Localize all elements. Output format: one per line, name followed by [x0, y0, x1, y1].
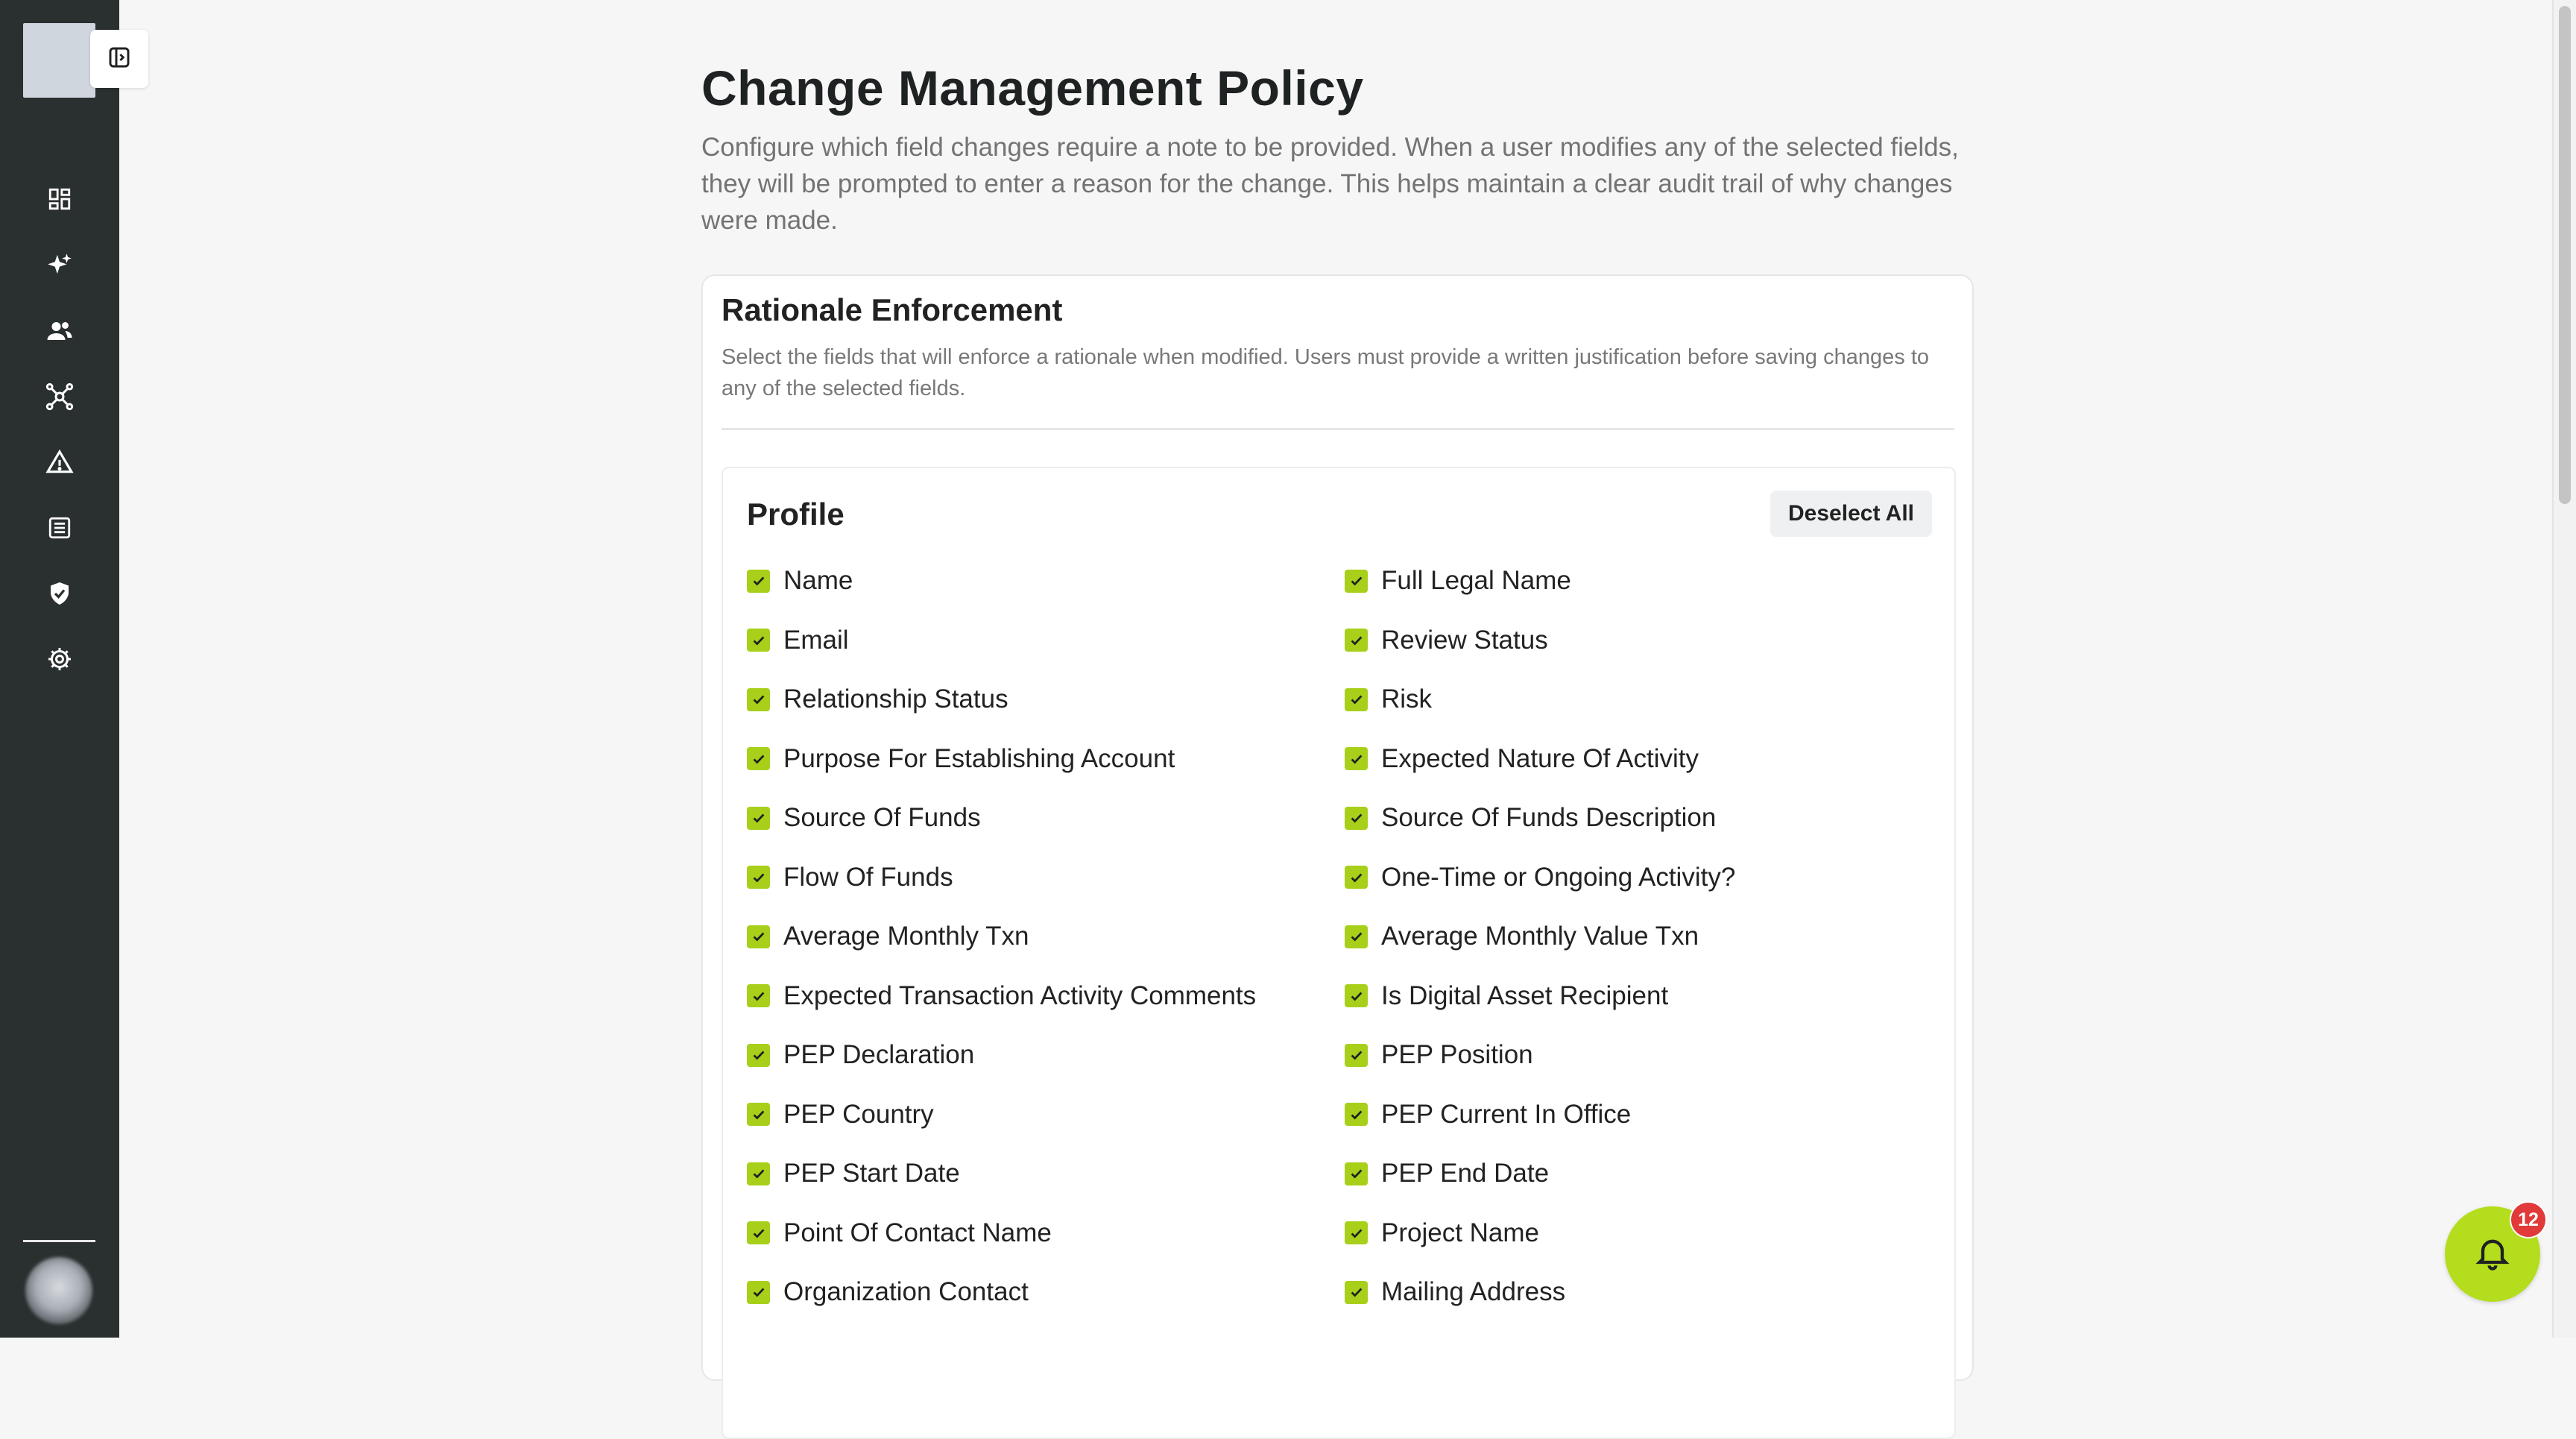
- field-option[interactable]: [1345, 919, 1699, 954]
- sidebar-toggle-icon: [107, 45, 131, 73]
- field-option[interactable]: [747, 919, 1029, 954]
- field-label: One-Time or Ongoing Activity?: [1381, 862, 1736, 892]
- field-option[interactable]: [1345, 742, 1699, 776]
- field-label: Source Of Funds: [783, 803, 981, 832]
- field-label: PEP Current In Office: [1381, 1099, 1632, 1129]
- field-checkbox[interactable]: [1345, 570, 1368, 593]
- field-checkbox[interactable]: [747, 807, 770, 830]
- field-label: Mailing Address: [1381, 1277, 1566, 1306]
- page-description: Configure which field changes require a note to be provided. When a user modifies any of the selected fields, they will be prompted to enter a reason for the change. This helps maintain a clear audit trail of why changes were made.: [701, 133, 1959, 235]
- field-label: PEP Declaration: [783, 1040, 975, 1069]
- card-description: Select the fields that will enforce a rationale when modified. Users must provide a written justification before saving changes to any of the selected fields.: [722, 345, 1930, 400]
- dashboard-icon[interactable]: [42, 181, 78, 217]
- field-option[interactable]: [1345, 682, 1432, 717]
- field-option[interactable]: [1345, 1038, 1533, 1072]
- bell-icon: [2473, 1233, 2512, 1276]
- document-list-icon[interactable]: [42, 510, 78, 546]
- shield-check-icon[interactable]: [42, 576, 78, 611]
- field-option[interactable]: [747, 1275, 1029, 1309]
- field-checkbox[interactable]: [1345, 984, 1368, 1007]
- card-divider: [722, 428, 1954, 430]
- field-checkbox[interactable]: [747, 570, 770, 593]
- field-checkbox[interactable]: [1345, 1103, 1368, 1126]
- card-title: Rationale Enforcement: [722, 292, 1063, 327]
- field-label: Organization Contact: [783, 1277, 1029, 1306]
- field-label: Review Status: [1381, 625, 1548, 655]
- field-checkbox[interactable]: [747, 1221, 770, 1244]
- field-checkbox[interactable]: [747, 629, 770, 652]
- field-label: Full Legal Name: [1381, 566, 1571, 595]
- sidebar: [0, 0, 119, 1338]
- field-label: Relationship Status: [783, 684, 1008, 714]
- field-label: Average Monthly Value Txn: [1381, 922, 1699, 951]
- field-checkbox[interactable]: [747, 1162, 770, 1185]
- section-title: Profile: [747, 497, 845, 532]
- scrollbar-thumb[interactable]: [2559, 6, 2571, 504]
- field-option[interactable]: [747, 979, 1256, 1013]
- field-option[interactable]: [1345, 1156, 1549, 1191]
- page-title: Change Management Policy: [701, 60, 1364, 116]
- field-checkbox[interactable]: [1345, 807, 1368, 830]
- logo[interactable]: [23, 23, 95, 98]
- field-label: Project Name: [1381, 1218, 1540, 1247]
- field-checkbox[interactable]: [747, 866, 770, 889]
- field-option[interactable]: [747, 860, 953, 895]
- users-icon[interactable]: [42, 313, 78, 349]
- field-label: Average Monthly Txn: [783, 922, 1029, 951]
- field-option[interactable]: [747, 1098, 934, 1132]
- field-checkbox[interactable]: [1345, 1281, 1368, 1304]
- field-label: PEP Start Date: [783, 1159, 960, 1188]
- field-checkbox[interactable]: [747, 1044, 770, 1067]
- field-option[interactable]: [1345, 1098, 1631, 1132]
- field-label: Is Digital Asset Recipient: [1381, 980, 1669, 1010]
- warning-icon[interactable]: [42, 444, 78, 480]
- field-option[interactable]: [747, 1216, 1052, 1250]
- notification-count-badge: 12: [2510, 1201, 2547, 1238]
- field-option[interactable]: [747, 623, 849, 658]
- field-option[interactable]: [1345, 1216, 1539, 1250]
- sidebar-toggle-button[interactable]: [90, 30, 148, 88]
- field-checkbox[interactable]: [1345, 629, 1368, 652]
- field-option[interactable]: [747, 1156, 960, 1191]
- field-label: PEP Position: [1381, 1040, 1533, 1069]
- field-checkbox[interactable]: [747, 1281, 770, 1304]
- profile-section: [722, 467, 1956, 1439]
- field-option[interactable]: [1345, 564, 1571, 598]
- sidebar-divider: [23, 1240, 95, 1242]
- field-option[interactable]: [747, 564, 853, 598]
- field-checkbox[interactable]: [747, 747, 770, 770]
- rationale-card: [701, 274, 1974, 1381]
- field-label: Expected Transaction Activity Comments: [783, 980, 1257, 1010]
- field-checkbox[interactable]: [1345, 1162, 1368, 1185]
- network-icon[interactable]: [42, 379, 78, 415]
- field-option[interactable]: [747, 682, 1008, 717]
- field-label: Source Of Funds Description: [1381, 803, 1717, 832]
- field-label: Purpose For Establishing Account: [783, 743, 1175, 773]
- field-checkbox[interactable]: [1345, 1044, 1368, 1067]
- field-checkbox[interactable]: [1345, 925, 1368, 948]
- field-option[interactable]: [747, 742, 1175, 776]
- field-option[interactable]: [1345, 979, 1668, 1013]
- field-checkbox[interactable]: [1345, 1221, 1368, 1244]
- field-label: Email: [783, 625, 849, 655]
- field-label: Expected Nature Of Activity: [1381, 743, 1699, 773]
- field-label: Flow Of Funds: [783, 862, 953, 892]
- field-checkbox[interactable]: [1345, 747, 1368, 770]
- field-checkbox[interactable]: [747, 688, 770, 711]
- field-option[interactable]: [1345, 1275, 1565, 1309]
- field-option[interactable]: [1345, 860, 1735, 895]
- settings-icon[interactable]: [42, 641, 78, 677]
- field-checkbox[interactable]: [747, 1103, 770, 1126]
- scrollbar-track[interactable]: [2552, 0, 2576, 1338]
- field-option[interactable]: [747, 801, 981, 835]
- field-label: Name: [783, 566, 853, 595]
- field-checkbox[interactable]: [1345, 866, 1368, 889]
- field-label: PEP Country: [783, 1099, 934, 1129]
- field-option[interactable]: [747, 1038, 974, 1072]
- field-option[interactable]: [1345, 623, 1548, 658]
- deselect-all-button[interactable]: Deselect All: [1770, 491, 1932, 537]
- field-checkbox[interactable]: [1345, 688, 1368, 711]
- field-label: PEP End Date: [1381, 1159, 1550, 1188]
- sparkles-icon[interactable]: [42, 248, 78, 283]
- field-option[interactable]: [1345, 801, 1716, 835]
- field-label: Risk: [1381, 684, 1433, 714]
- field-checkbox[interactable]: [747, 925, 770, 948]
- avatar[interactable]: [25, 1257, 92, 1324]
- field-checkbox[interactable]: [747, 984, 770, 1007]
- field-label: Point Of Contact Name: [783, 1218, 1052, 1247]
